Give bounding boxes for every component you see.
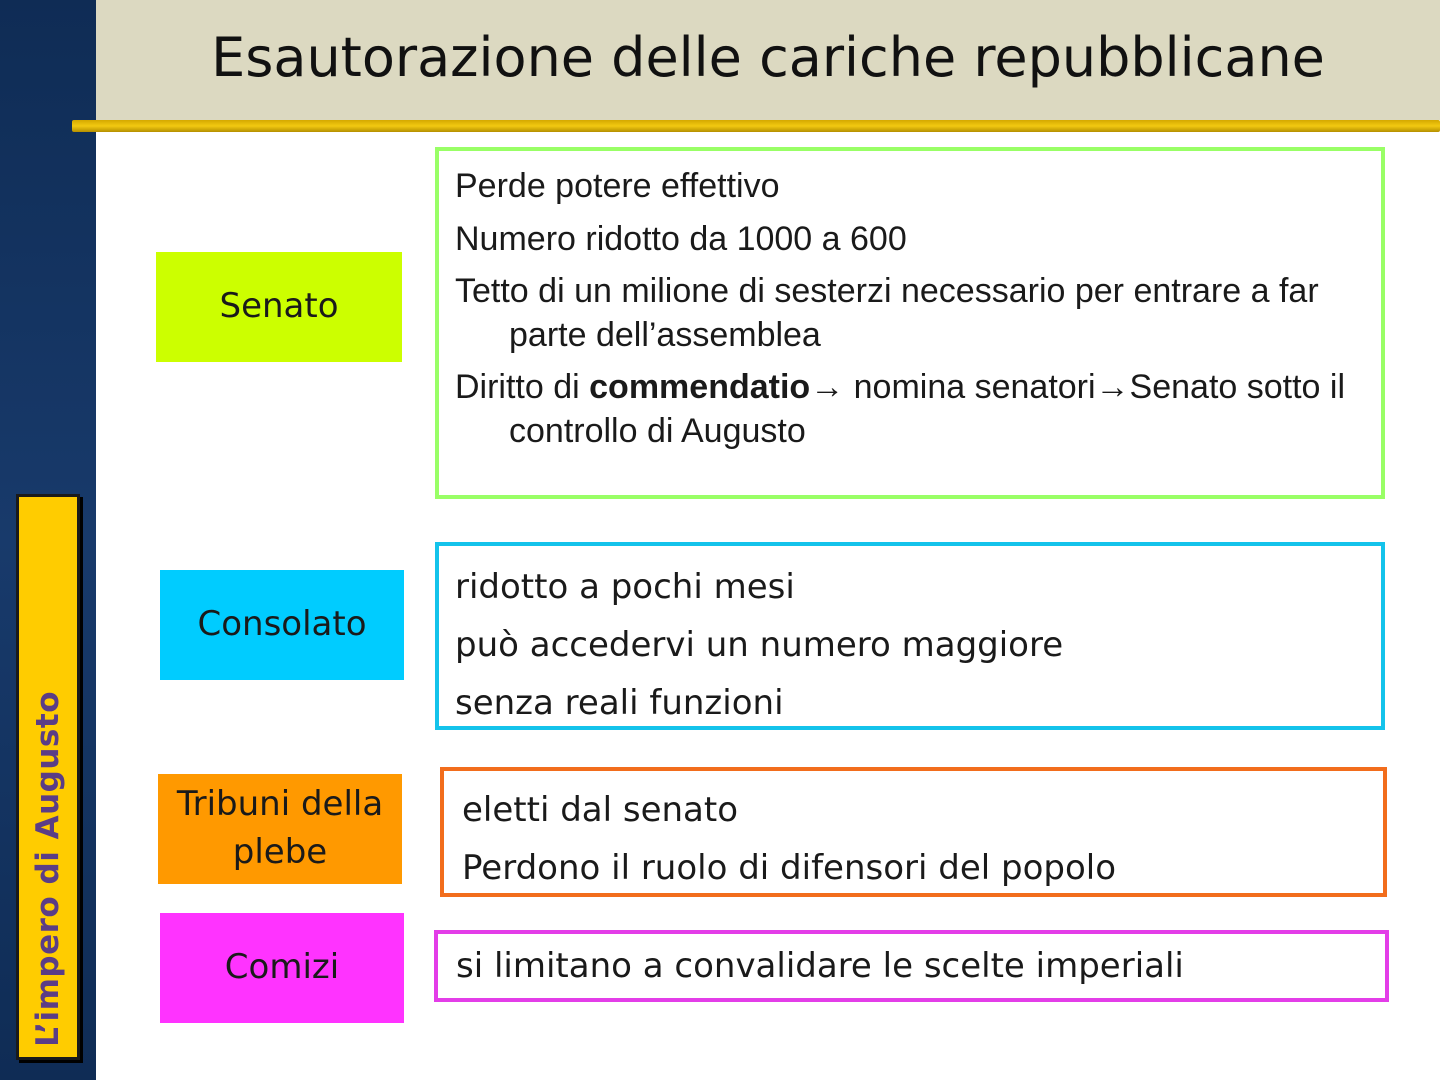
tribuni-line-2: Perdono il ruolo di difensori del popolo bbox=[462, 848, 1117, 888]
content-consolato bbox=[435, 542, 1385, 730]
consolato-line-1: ridotto a pochi mesi bbox=[455, 567, 795, 607]
label-senato-text: Senato bbox=[219, 286, 339, 327]
label-consolato-text: Consolato bbox=[197, 604, 367, 645]
senato-line-1: Perde potere effettivo bbox=[455, 167, 780, 205]
senato-line-2: Numero ridotto da 1000 a 600 bbox=[455, 220, 907, 258]
commendatio-term: commendatio bbox=[589, 368, 811, 406]
senato-line-3 bbox=[455, 269, 1389, 357]
sidebar-tab bbox=[16, 494, 80, 1060]
senato-line-4-before: Diritto di bbox=[455, 368, 590, 406]
label-comizi bbox=[160, 913, 404, 1023]
content-tribuni bbox=[440, 767, 1387, 897]
label-comizi-text: Comizi bbox=[224, 947, 340, 988]
comizi-line-1: si limitano a convalidare le scelte imperiali bbox=[456, 946, 1184, 986]
sidebar-label: L’impero di Augusto bbox=[30, 691, 66, 1047]
content-senato bbox=[435, 147, 1385, 499]
title-divider bbox=[72, 120, 1440, 132]
label-tribuni-text: Tribuni della plebe bbox=[176, 784, 384, 872]
label-tribuni bbox=[158, 774, 402, 884]
label-senato bbox=[156, 252, 402, 362]
senato-line-4 bbox=[455, 365, 1389, 453]
content-comizi bbox=[434, 930, 1389, 1002]
senato-line-4-after: → nomina senatori→Senato sotto il controllo di Augusto bbox=[509, 368, 1346, 450]
senato-line-3-text: Tetto di un milione di sesterzi necessario per entrare a far parte dell’assemblea bbox=[455, 272, 1319, 354]
label-consolato bbox=[160, 570, 404, 680]
slide-title: Esautorazione delle cariche repubblicane bbox=[211, 26, 1325, 89]
consolato-line-3: senza reali funzioni bbox=[455, 683, 784, 723]
consolato-line-2: può accedervi un numero maggiore bbox=[455, 625, 1064, 665]
tribuni-line-1: eletti dal senato bbox=[462, 790, 739, 830]
